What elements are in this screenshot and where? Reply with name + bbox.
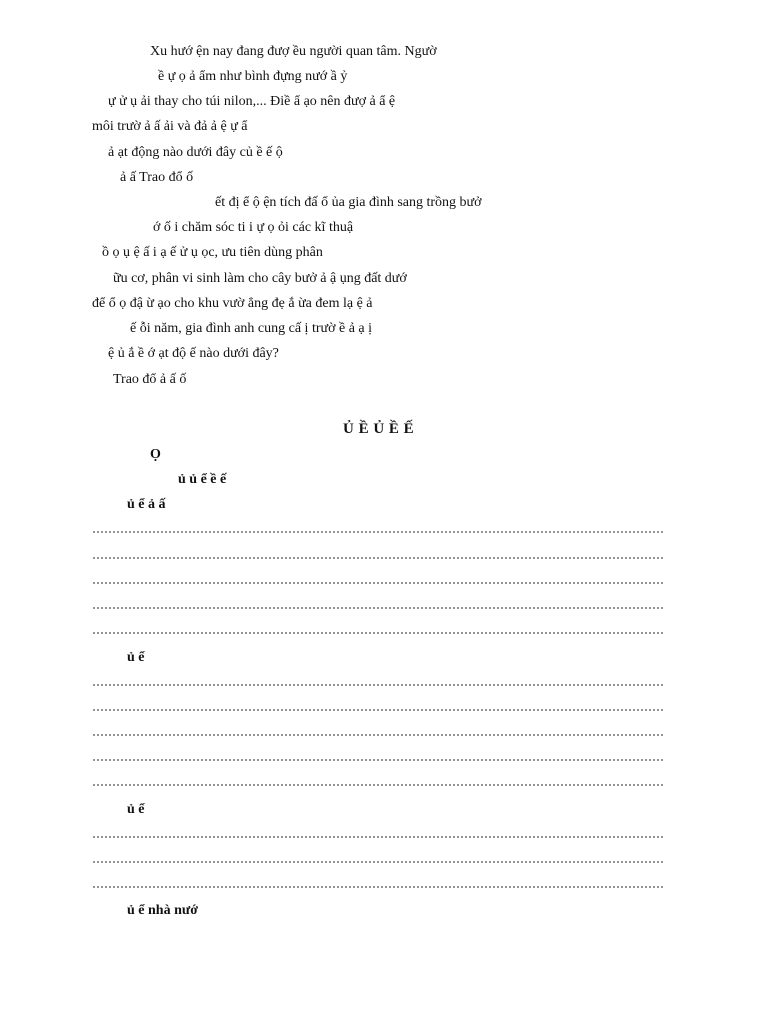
answer-line[interactable]: [92, 879, 665, 889]
answer-line[interactable]: [92, 854, 665, 864]
paragraph-line: ệ ủ ắ ề ớ ạt độ ế nào dưới đây?: [108, 346, 279, 361]
answer-line[interactable]: [92, 524, 665, 534]
question-label: ủ ể ả ấ: [127, 497, 166, 512]
paragraph-line: môi trườ ả ấ ải và đả ả ệ ự ẩ: [92, 119, 248, 134]
answer-line[interactable]: [92, 677, 665, 687]
answer-line[interactable]: [92, 575, 665, 585]
paragraph-line: ả ấ Trao đổ ố: [120, 170, 194, 185]
paragraph-line: ớ ố i chăm sóc ti i ự ọ ỏi các kĩ thuậ: [153, 220, 354, 235]
paragraph-line: Xu hướ ện nay đang đượ ều người quan tâm. Ngườ: [150, 44, 437, 59]
answer-line[interactable]: [92, 777, 665, 787]
answer-line[interactable]: [92, 829, 665, 839]
answer-line[interactable]: [92, 625, 665, 635]
section-heading: Ủ Ề Ủ Ề Ế: [343, 421, 415, 437]
answer-line[interactable]: [92, 727, 665, 737]
section-intro: ủ ủ ể ề ế: [178, 472, 227, 487]
answer-line[interactable]: [92, 600, 665, 610]
section-subheading: Ọ: [150, 447, 161, 462]
answer-line[interactable]: [92, 702, 665, 712]
question-label: ủ ể nhà nướ: [127, 903, 199, 918]
question-label: ủ ể: [127, 650, 145, 665]
paragraph-line: ữu cơ, phân vi sinh làm cho cây bưở ả ậ ụng đất dướ: [113, 271, 407, 286]
paragraph-line: ồ ọ ụ ệ ấ i ạ ế ử ụ ọc, ưu tiên dùng phân: [102, 245, 323, 260]
paragraph-line: ự ử ụ ải thay cho túi nilon,... Điề ẩ ạo nên đượ ả ẩ ệ: [108, 94, 396, 109]
answer-line[interactable]: [92, 752, 665, 762]
paragraph-line: ả ạt động nào dưới đây củ ề ế ộ: [108, 145, 283, 160]
question-label: ủ ể: [127, 802, 145, 817]
paragraph-line: ế ỗi năm, gia đình anh cung cấ ị trườ ề ả ạ ị: [130, 321, 373, 336]
paragraph-line: ề ự ọ ả ẩm như bình đựng nướ ầ ỷ: [158, 69, 348, 84]
paragraph-line: để ổ ọ đậ ừ ạo cho khu vườ ẳng đẹ ắ ừa đem lạ ệ ả: [92, 296, 373, 311]
paragraph-line: ết đị ể ộ ện tích đấ ổ ủa gia đình sang trồng bưở: [215, 195, 482, 210]
paragraph-line: Trao đổ ả ấ ố: [113, 372, 187, 387]
answer-line[interactable]: [92, 550, 665, 560]
